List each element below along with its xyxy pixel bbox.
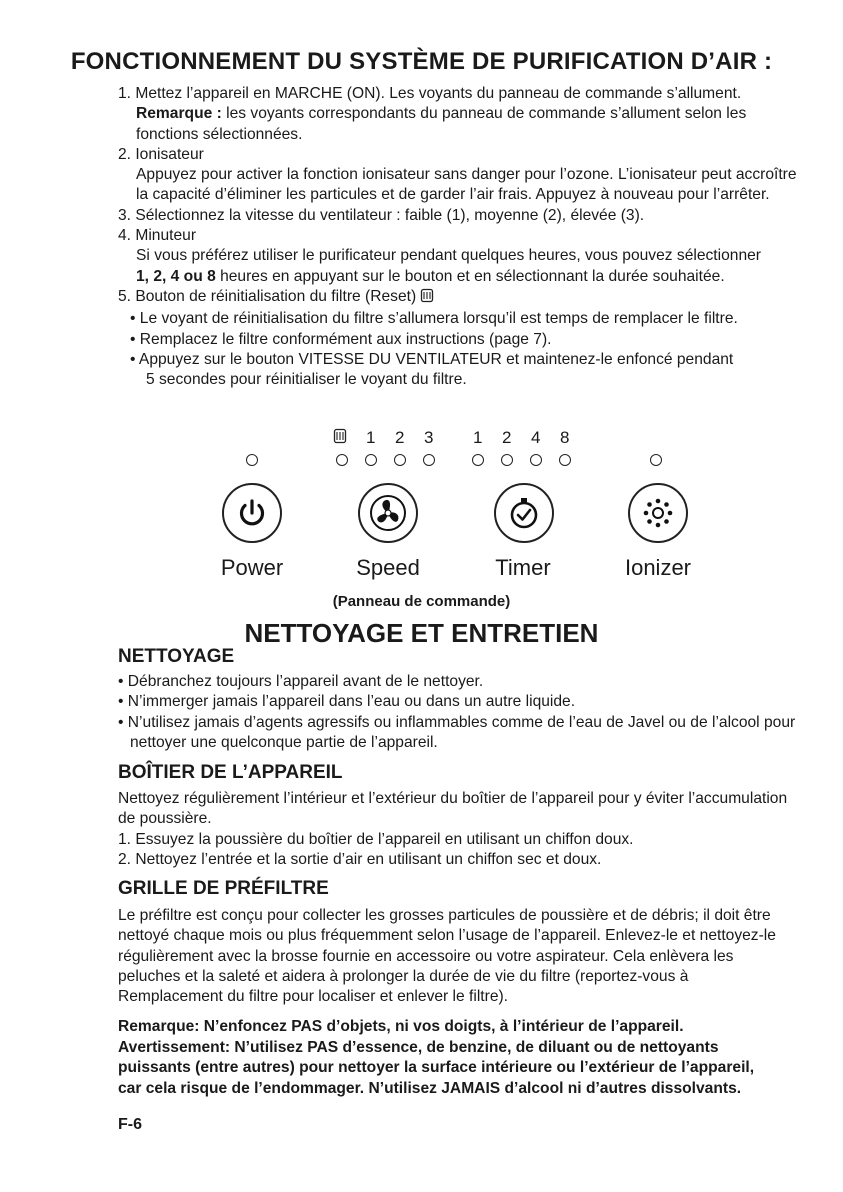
- page-number: F-6: [118, 1116, 142, 1133]
- timer-level-8: 8: [560, 428, 570, 447]
- speed-level-3: 3: [424, 428, 434, 447]
- speed-3-indicator-light: [423, 454, 435, 466]
- step-5-bullet-3: • Appuyez sur le bouton VITESSE DU VENTILATEUR et maintenez-le enfoncé pendant: [130, 350, 734, 368]
- step-5-text: 5. Bouton de réinitialisation du filtre (Reset): [118, 287, 417, 305]
- cleaning-bullets: [118, 672, 808, 753]
- step-1-remark: [118, 104, 808, 124]
- warnings: [118, 1017, 808, 1099]
- speed-2-indicator-light: [394, 454, 406, 466]
- timer-level-1: 1: [473, 428, 483, 447]
- remark-label: Remarque :: [136, 105, 222, 123]
- step-5: [118, 287, 808, 309]
- timer-button[interactable]: [494, 483, 554, 543]
- step-5-bullet-1: • Le voyant de réinitialisation du filtre s’allumera lorsqu’il est temps de remplacer le filtre.: [130, 310, 738, 328]
- remark-text: les voyants correspondants du panneau de commande s’allument selon les: [221, 105, 747, 123]
- prefilter-line-1: Le préfiltre est conçu pour collecter les grosses particules de poussière et de débris; il doit être: [118, 907, 771, 924]
- filter-reset-indicator-light: [336, 454, 348, 466]
- step-1-remark-cont: fonctions sélectionnées.: [136, 125, 303, 143]
- step-4-line-2-text: heures en appuyant sur le bouton et en sélectionnant la durée souhaitée.: [215, 267, 725, 285]
- step-2-line-2: la capacité d’éliminer les particules et de garder l’air frais. Appuyez à nouveau pour l’arrêter.: [136, 186, 770, 204]
- timer-level-4: 4: [531, 428, 541, 447]
- timer-level-2: 2: [502, 428, 512, 447]
- speed-label: Speed: [356, 555, 420, 580]
- filter-reset-icon: [420, 288, 434, 309]
- step-2: 2. Ionisateur: [118, 145, 204, 163]
- warning-remark: Remarque: N’enfoncez PAS d’objets, ni vos doigts, à l’intérieur de l’appareil.: [118, 1018, 684, 1035]
- warning-line-2: puissants (entre autres) pour nettoyer la surface intérieure ou l’extérieur de l’appareil,: [118, 1059, 755, 1077]
- warning-line-3: car cela risque de l’endommager. N’utilisez JAMAIS d’alcool ni d’autres dissolvants.: [118, 1079, 742, 1097]
- timer-hours: 1, 2, 4 ou 8: [136, 267, 216, 285]
- step-1: 1. Mettez l’appareil en MARCHE (ON). Les voyants du panneau de commande s’allument.: [118, 85, 742, 102]
- prefilter-line-4: peluches et la saleté et aidera à prolonger la durée de vie du filtre (reportez-vous à: [118, 967, 689, 985]
- step-4: 4. Minuteur: [118, 227, 197, 245]
- power-button[interactable]: [222, 483, 282, 543]
- timer-2-indicator-light: [501, 454, 513, 466]
- step-3: 3. Sélectionnez la vitesse du ventilateur : faible (1), moyenne (2), élevée (3).: [118, 206, 645, 224]
- step-4-line-2: [118, 267, 808, 287]
- speed-1-indicator-light: [365, 454, 377, 466]
- housing-line-2: de poussière.: [118, 810, 212, 828]
- step-4-line-1: Si vous préférez utiliser le purificateur pendant quelques heures, vous pouvez sélectionner: [136, 247, 761, 265]
- timer-icon: [505, 494, 543, 532]
- timer-4-indicator-light: [530, 454, 542, 466]
- speed-level-1: 1: [366, 428, 376, 447]
- speed-button[interactable]: [358, 483, 418, 543]
- power-label: Power: [220, 555, 284, 580]
- page-title: FONCTIONNEMENT DU SYSTÈME DE PURIFICATION D’AIR :: [70, 48, 773, 75]
- step-5-bullet-2: • Remplacez le filtre conformément aux instructions (page 7).: [130, 330, 552, 348]
- panel-caption: (Panneau de commande): [332, 593, 511, 610]
- heading-prefilter: GRILLE DE PRÉFILTRE: [118, 878, 329, 899]
- filter-reset-icon: [333, 428, 347, 449]
- timer-8-indicator-light: [559, 454, 571, 466]
- timer-label: Timer: [495, 555, 551, 580]
- cleaning-bullet-1: • Débranchez toujours l’appareil avant de le nettoyer.: [118, 673, 484, 690]
- housing-text: [118, 789, 808, 870]
- step-5-bullet-3-cont: 5 secondes pour réinitialiser le voyant du filtre.: [146, 371, 467, 389]
- operation-instructions: [118, 84, 808, 390]
- cleaning-bullet-3-cont: nettoyer une quelconque partie de l’appareil.: [130, 733, 438, 751]
- prefilter-line-5: Remplacement du filtre pour localiser et enlever le filtre).: [118, 988, 509, 1006]
- ionizer-label: Ionizer: [624, 555, 692, 580]
- fan-icon: [368, 493, 408, 533]
- step-2-line-1: Appuyez pour activer la fonction ionisateur sans danger pour l’ozone. L’ionisateur peut accroître: [136, 166, 797, 184]
- speed-level-2: 2: [395, 428, 405, 447]
- control-panel: [0, 425, 843, 615]
- ionizer-indicator-light: [650, 454, 662, 466]
- warning-line-1: Avertissement: N’utilisez PAS d’essence, de benzine, de diluant ou de nettoyants: [118, 1038, 719, 1056]
- cleaning-bullet-3: • N’utilisez jamais d’agents agressifs ou inflammables comme de l’eau de Javel ou de l’alcool pour: [118, 713, 796, 731]
- housing-line-1: Nettoyez régulièrement l’intérieur et l’extérieur du boîtier de l’appareil pour y éviter l’accumulation: [118, 790, 788, 807]
- heading-housing: BOÎTIER DE L’APPAREIL: [118, 762, 343, 783]
- ionizer-button[interactable]: [628, 483, 688, 543]
- heading-cleaning: NETTOYAGE: [118, 646, 235, 667]
- ionizer-icon: [640, 495, 676, 531]
- housing-step-1: 1. Essuyez la poussière du boîtier de l’appareil en utilisant un chiffon doux.: [118, 830, 634, 848]
- power-icon: [235, 496, 269, 530]
- housing-step-2: 2. Nettoyez l’entrée et la sortie d’air en utilisant un chiffon sec et doux.: [118, 850, 602, 868]
- cleaning-bullet-2: • N’immerger jamais l’appareil dans l’eau ou dans un autre liquide.: [118, 693, 576, 711]
- timer-1-indicator-light: [472, 454, 484, 466]
- section-title-cleaning-maintenance: NETTOYAGE ET ENTRETIEN: [244, 618, 599, 648]
- prefilter-line-3: régulièrement avec la brosse fournie en accessoire ou votre aspirateur. Cela enlèvera les: [118, 947, 734, 965]
- power-indicator-light: [246, 454, 258, 466]
- prefilter-text: [118, 906, 808, 1007]
- prefilter-line-2: nettoyé chaque mois ou plus fréquemment selon l’usage de l’appareil. Enlevez-le et nettoyez-le: [118, 927, 776, 945]
